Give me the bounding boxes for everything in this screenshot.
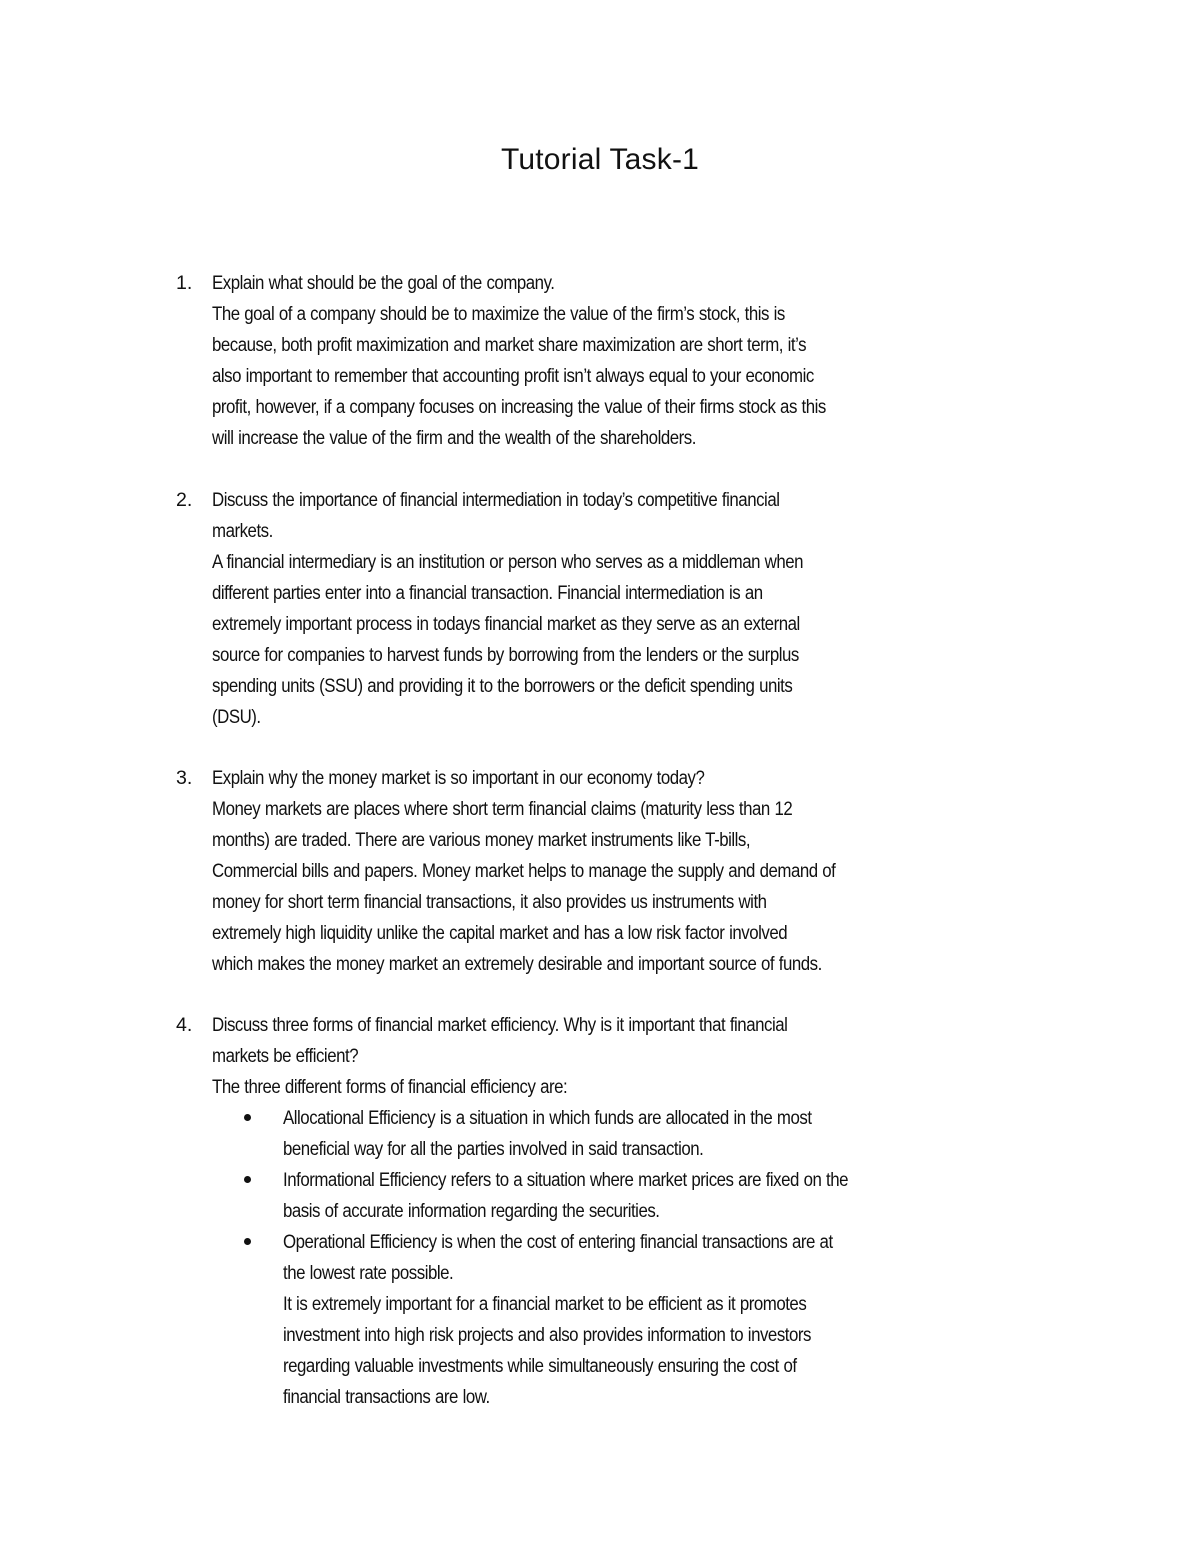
bullet-line: the lowest rate possible. [283, 1262, 454, 1284]
answer-line: months) are traded. There are various money market instruments like T-bills, [212, 829, 751, 851]
answer-line: (DSU). [212, 706, 261, 728]
question-text: markets be efficient? [212, 1045, 359, 1067]
question-number: 2. [176, 489, 193, 511]
conclusion-line: It is extremely important for a financial market to be efficient as it promotes [283, 1293, 807, 1315]
answer-line: money for short term financial transactions, it also provides us instruments with [212, 891, 767, 913]
conclusion-line: regarding valuable investments while simultaneously ensuring the cost of [283, 1355, 797, 1377]
answer-line: spending units (SSU) and providing it to the borrowers or the deficit spending units [212, 675, 793, 697]
answer-line: extremely important process in todays financial market as they serve as an external [212, 613, 800, 635]
bullet-line: basis of accurate information regarding the securities. [283, 1200, 660, 1222]
bullet-line: Operational Efficiency is when the cost of entering financial transactions are at [283, 1231, 833, 1253]
question-number: 4. [176, 1014, 193, 1036]
answer-line: because, both profit maximization and market share maximization are short term, it’s [212, 334, 807, 356]
question-text: Discuss the importance of financial intermediation in today’s competitive financial [212, 489, 780, 511]
answer-line: which makes the money market an extremely desirable and important source of funds. [212, 953, 822, 975]
conclusion-line: financial transactions are low. [283, 1386, 490, 1408]
answer-line: extremely high liquidity unlike the capital market and has a low risk factor involved [212, 922, 788, 944]
answer-intro: The three different forms of financial efficiency are: [212, 1076, 568, 1098]
bullet-icon [244, 1176, 251, 1183]
question-text: Explain what should be the goal of the company. [212, 272, 555, 294]
question-text: markets. [212, 520, 273, 542]
answer-line: The goal of a company should be to maximize the value of the firm’s stock, this is [212, 303, 785, 325]
answer-line: Commercial bills and papers. Money market helps to manage the supply and demand of [212, 860, 836, 882]
document-title: Tutorial Task-1 [500, 143, 700, 176]
answer-line: A financial intermediary is an institution or person who serves as a middleman when [212, 551, 804, 573]
answer-line: different parties enter into a financial transaction. Financial intermediation is an [212, 582, 763, 604]
bullet-line: beneficial way for all the parties involved in said transaction. [283, 1138, 704, 1160]
question-number: 1. [176, 272, 193, 294]
bullet-icon [244, 1114, 251, 1121]
answer-line: source for companies to harvest funds by borrowing from the lenders or the surplus [212, 644, 799, 666]
question-text: Explain why the money market is so important in our economy today? [212, 767, 705, 789]
bullet-icon [244, 1238, 251, 1245]
question-text: Discuss three forms of financial market efficiency. Why is it important that financial [212, 1014, 788, 1036]
bullet-line: Allocational Efficiency is a situation in which funds are allocated in the most [283, 1107, 812, 1129]
answer-line: profit, however, if a company focuses on increasing the value of their firms stock as this [212, 396, 826, 418]
bullet-line: Informational Efficiency refers to a situation where market prices are fixed on the [283, 1169, 849, 1191]
conclusion-line: investment into high risk projects and also provides information to investors [283, 1324, 811, 1346]
answer-line: also important to remember that accounting profit isn’t always equal to your economic [212, 365, 814, 387]
question-number: 3. [176, 767, 193, 789]
answer-line: will increase the value of the firm and the wealth of the shareholders. [212, 427, 696, 449]
answer-line: Money markets are places where short term financial claims (maturity less than 12 [212, 798, 793, 820]
